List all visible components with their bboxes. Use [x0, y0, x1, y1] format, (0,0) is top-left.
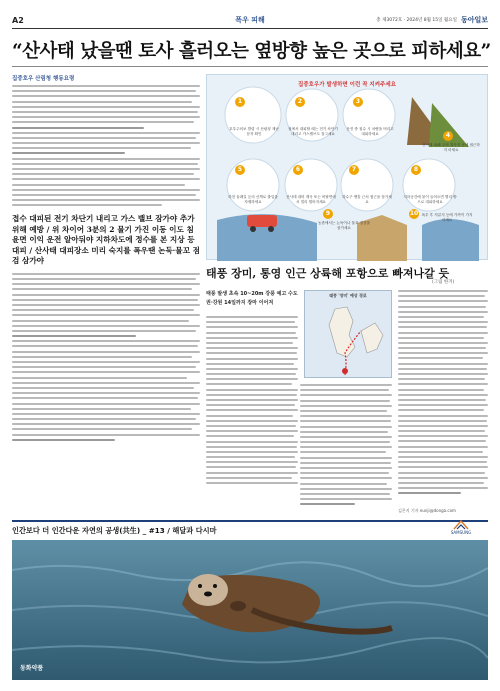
step-number: 2	[295, 97, 305, 107]
typhoon-path-map	[304, 290, 392, 378]
typhoon-reporter: 김은지 기자 eunji@donga.com	[398, 508, 456, 513]
step-caption: 폭우 후 저류지 등에 가까이 가지 마세요	[421, 213, 473, 222]
section-title: 폭우 피해	[235, 16, 265, 24]
typhoon-body-col3	[398, 290, 488, 494]
step-caption: 집에서 대피할 때는 전기 차단기 내리고 가스밸브도 잠그세요	[288, 127, 338, 136]
step-caption: 호우주의보 발령 시 산림청 재난문자 확인	[229, 127, 279, 136]
typhoon-byline: (그림 한겨)	[432, 280, 455, 285]
step-caption: 하천 둘레길 등의 산책로 출입을 자제하세요	[228, 195, 278, 204]
article-subhead: 접수 대피된 전기 차단기 내리고 가스 밸브 잠가야 추가 위해 예방 / 위 차이어 3분의 2 물기 가진 이동 이도 침윤면 이익 운전 알아둬야 지하차도에 정수를 본 지상 등 대피 / 산사태 대피장소 미리 숙지를 폭우땐 논둑·물꼬 점검 삼가야	[12, 214, 200, 266]
safety-infographic	[206, 74, 488, 260]
advertiser-name: 동화약품	[20, 665, 44, 672]
article-body-part2	[12, 273, 200, 441]
infographic-title: 집중호우가 발생하면 이런 꼭 지켜주세요	[298, 82, 396, 88]
typhoon-body-col2	[300, 384, 392, 505]
sea-otter-illustration	[12, 540, 488, 680]
sponsor-logo	[440, 520, 482, 535]
step-caption: 지하공간에 물이 들어오면 빨리 밖으로 대피하세요	[403, 195, 457, 204]
sponsor-series-band	[12, 520, 488, 540]
series-title: 인간보다 더 인간다운 자연의 공생(共生) _ #13 / 해달과 다시마	[12, 526, 217, 535]
step-number: 4	[443, 131, 453, 141]
step-number: 6	[293, 165, 303, 175]
headline-divider	[12, 66, 488, 67]
step-number: 10	[409, 210, 419, 217]
step-number: 8	[411, 165, 421, 175]
typhoon-subhead: 태풍 발생 초속 10~20m 강풍 예고 수도권·강원 14일까지 장마 이어져	[206, 291, 298, 306]
main-headline: “산사태 났을땐 토사 흘러오는 옆방향 높은 곳으로 피하세요”	[12, 41, 491, 62]
infographic-illustration	[207, 75, 489, 261]
step-caption: 산사태 대비 계곡 또는 비탈면에서 멀리 떨어지세요	[286, 195, 336, 204]
step-number: 5	[235, 165, 245, 175]
article-body-part1	[12, 85, 200, 206]
sponsor-emblem-icon	[453, 520, 469, 530]
typhoon-headline: 태풍 장미, 통영 인근 상륙해 포항으로 빠져나갈 듯	[206, 267, 450, 280]
sea-otter-photo	[12, 540, 488, 680]
article-kicker: 집중호우 산림청 행동요령	[12, 76, 75, 82]
header-divider	[12, 28, 488, 29]
typhoon-body-col1	[206, 316, 298, 484]
step-caption: 농촌에서는 논둑이나 물꼬 점검을 삼가세요	[317, 221, 371, 230]
step-number: 7	[349, 165, 359, 175]
issue-meta: 총 제3072호 · 2024년 8월 15일 월요일	[376, 18, 457, 23]
map-drawing	[305, 291, 391, 377]
step-caption: 산사태 피해 주의 경사진 곳에 접근하지 마세요	[422, 143, 480, 152]
step-caption: 운전 중 침수 시 차량을 버리고 대피하세요	[346, 127, 394, 136]
page-number: A2	[12, 15, 24, 25]
newspaper-logo: 동아일보	[460, 16, 488, 24]
step-number: 1	[235, 97, 245, 107]
lead-article	[12, 74, 200, 441]
step-number: 3	[353, 97, 363, 107]
step-caption: 하수구 맨홀 근처 접근을 삼가세요	[342, 195, 392, 204]
map-title: 태풍 '장미' 예상 경로	[329, 293, 367, 298]
sponsor-logo-text: SAMSUNG	[450, 530, 472, 535]
page-header	[12, 14, 488, 26]
step-number: 9	[323, 209, 333, 219]
